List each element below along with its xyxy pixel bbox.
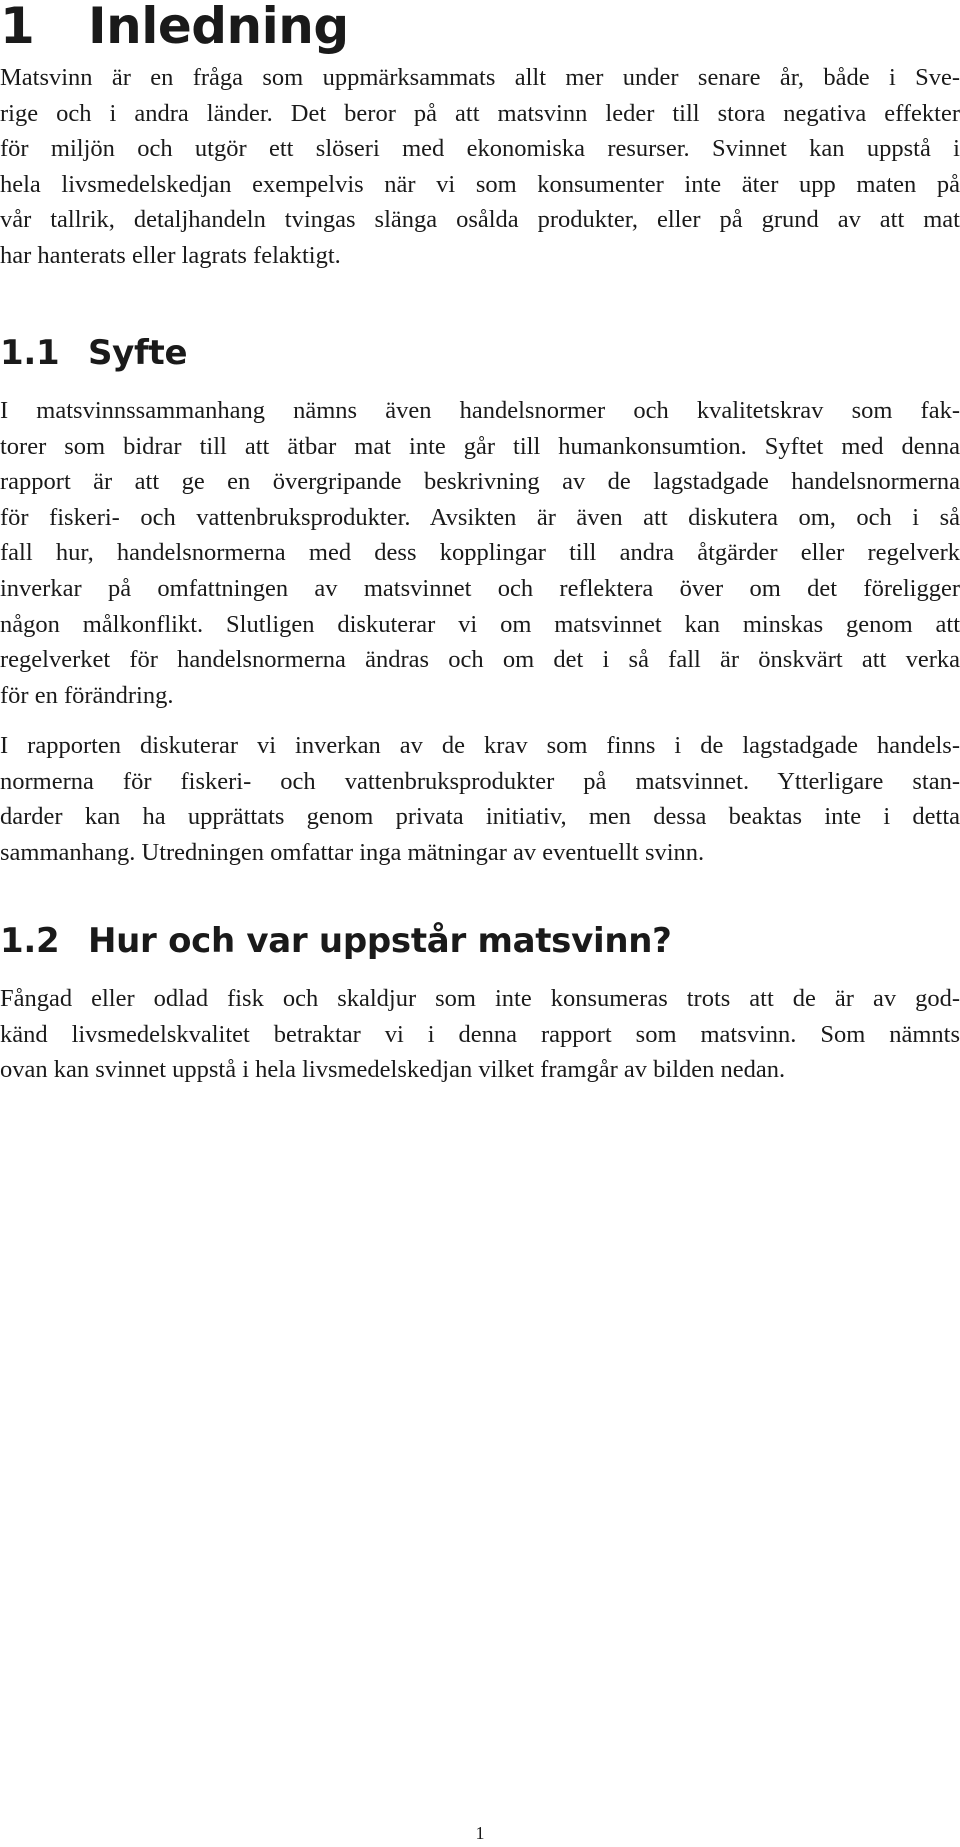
text-line: för miljön och utgör ett slöseri med ekonomiska resurser. Svinnet kan uppstå i [0,135,960,163]
text-line: torer som bidrar till att ätbar mat inte går till humankonsumtion. Syftet med denna [0,432,960,460]
text-line: rapport är att ge en övergripande beskrivning av de lagstadgade handelsnormerna [0,468,960,496]
chapter-number: 1 [0,0,35,55]
text-line: regelverket för handelsnormerna ändras och om det i så fall är önskvärt att verka [0,646,960,674]
text-line: för fiskeri- och vattenbruksprodukter. Avsikten är även att diskutera om, och i så [0,503,960,531]
text-line: inverkar på omfattningen av matsvinnet och reflektera över om det föreligger [0,574,960,602]
section-number: 1.1 [0,333,60,373]
text-line: rige och i andra länder. Det beror på att matsvinn leder till stora negativa effekter [0,99,960,127]
text-line: ovan kan svinnet uppstå i hela livsmedelskedjan vilket framgår av bilden nedan. [0,1056,786,1084]
text-line: Fångad eller odlad fisk och skaldjur som inte konsumeras trots att de är av god- [0,985,960,1012]
text-line: vår tallrik, detaljhandeln tvingas slänga osålda produkter, eller på grund av att mat [0,206,960,234]
page-number: 1 [475,1823,485,1843]
text-line: fall hur, handelsnormerna med dess kopplingar till andra åtgärder eller regelverk [0,539,960,567]
text-line: har hanterats eller lagrats felaktigt. [0,241,341,269]
matsvinn-paragraph [0,981,960,1088]
section-heading-matsvinn [0,920,672,962]
syfte-paragraph-1 [0,393,960,713]
syfte-paragraph-2 [0,728,960,870]
text-line: för en förändring. [0,681,174,709]
chapter-title: Inledning [88,0,349,55]
section-title: Syfte [88,333,188,373]
section-heading-syfte [0,332,187,374]
text-line: någon målkonflikt. Slutligen diskuterar vi om matsvinnet kan minskas genom att [0,610,960,638]
section-number: 1.2 [0,921,60,961]
intro-paragraph [0,60,960,274]
text-line: normerna för fiskeri- och vattenbruksprodukter på matsvinnet. Ytterligare stan- [0,767,960,795]
text-line: sammanhang. Utredningen omfattar inga mätningar av eventuellt svinn. [0,838,705,866]
text-line: Matsvinn är en fråga som uppmärksammats allt mer under senare år, både i Sve- [0,64,960,91]
text-line: I rapporten diskuterar vi inverkan av de krav som finns i de lagstadgade handels- [0,732,960,759]
text-line: hela livsmedelskedjan exempelvis när vi som konsumenter inte äter upp maten på [0,170,960,198]
text-line: I matsvinnssammanhang nämns även handelsnormer och kvalitetskrav som fak- [0,397,960,424]
text-line: darder kan ha upprättats genom privata initiativ, men dessa beaktas inte i detta [0,803,960,831]
text-line: känd livsmedelskvalitet betraktar vi i denna rapport som matsvinn. Som nämnts [0,1020,960,1048]
chapter-heading [0,0,349,56]
section-title: Hur och var uppstår matsvinn? [88,921,672,961]
